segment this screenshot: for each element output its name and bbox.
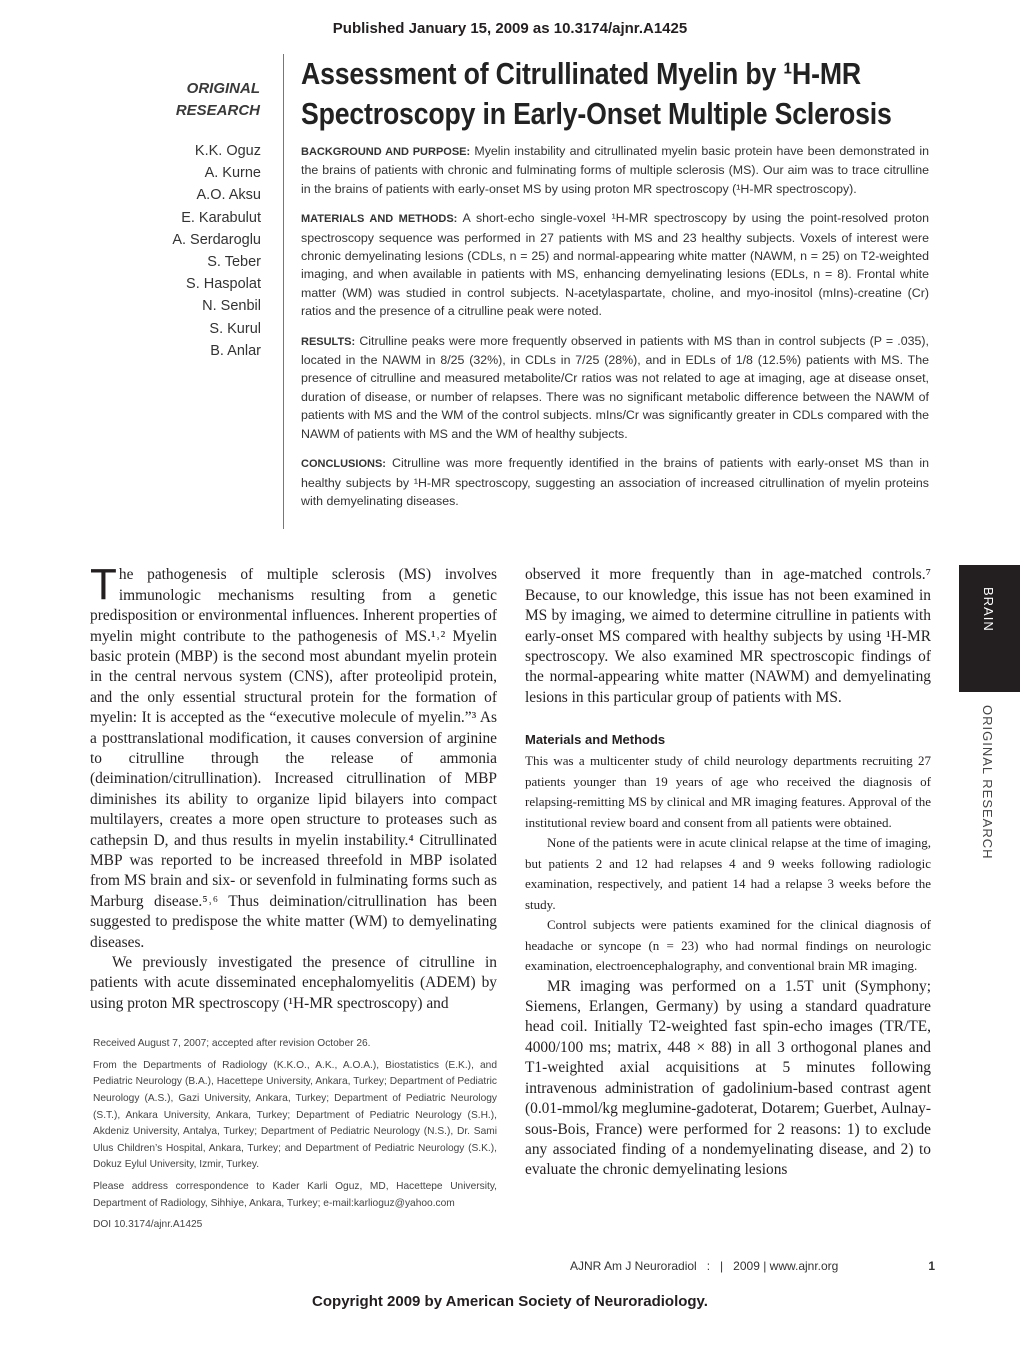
right-column [525,565,935,1274]
author-list [120,140,261,362]
abstract-methods [301,209,929,320]
abstract-text: Citrulline peaks were more frequently observed in patients with MS than in control subjects (P = .035), located in the NAWM in 8/25 (32%), in CDLs in 7/25 (28%), and in EDLs of 1/8 (12.5%) patients with MS. The presence of citrulline and measured metabolite/Cr ratios was not related to age at imaging, age at disease onset, duration of disease, or number of relapses. There was no significant metabolic difference between the NAWM of patients with MS and the WM of the control subjects. mIns/Cr was significantly greater in CDLs compared with the NAWM of patients with MS and the WM of healthy subjects. [301,333,929,441]
drop-cap: T [90,560,117,610]
abstract-background [301,142,929,198]
body-column-left [90,560,497,1014]
side-margin [959,565,1020,860]
body-paragraph: None of the patients were in acute clinical relapse at the time of imaging, but patients 2 and 12 had relapses 4 and 9 weeks following radiologic examination, respectively, and patient 14 had a relapse 3 weeks before the study. [525,835,931,912]
abstract-text: Myelin instability and citrullinated myelin basic protein have been demonstrated in the brains of patients with chronic and fulminating forms of multiple sclerosis (MS). Our aim was to trace citrulline in the brains of patients with early-onset MS by using proton MR spectroscopy (¹H-MR spectroscopy). [301,144,930,196]
journal-citation: AJNR Am J Neuroradiol : | 2009 | www.ajnr.org [570,1259,839,1274]
page-footer [570,1241,935,1273]
section-label-line2: RESEARCH [175,102,260,119]
body-paragraph [90,560,497,953]
author: A. Kurne [204,165,261,182]
abstract-heading: BACKGROUND AND PURPOSE: [301,146,471,158]
header-left [0,54,283,529]
correspondence-note: Please address correspondence to Kader Karli Oguz, MD, Hacettepe University, Department of Radiology, Sihhiye, Ankara, Turkey; e-mail:karlioguz@yahoo.com [93,1181,497,1209]
left-column [90,560,497,1273]
author: K.K. Oguz [194,143,261,159]
author: B. Anlar [210,342,261,359]
article-header [0,54,1020,529]
body-paragraph: This was a multicenter study of child neurology departments recruiting 27 patients younger than 19 years of age who received the diagnosis of relapsing-remitting MS by clinical and MR imaging features. Approval of the institutional review board and consent from all patients were obtained. [525,753,931,830]
author: A.O. Aksu [196,187,261,204]
body-paragraph: We previously investigated the presence of citrulline in patients with acute disseminated encephalomyelitis (ADEM) by using proton MR spectroscopy (¹H-MR spectroscopy) and [90,954,497,1012]
author: S. Teber [207,254,261,271]
body-column-right [525,565,931,1180]
article-title: Assessment of Citrullinated Myelin by ¹H-MR Spectroscopy in Early-Onset Multiple Sclerosis [301,56,892,131]
section-label-line1: ORIGINAL [186,80,260,97]
page-number: 1 [928,1259,935,1274]
abstract [301,142,929,510]
author: N. Senbil [202,298,261,315]
paragraph-text: he pathogenesis of multiple sclerosis (MS) involves immunologic mechanisms resulting from a genetic predisposition or environmental influences. Inherent properties of myelin might contribute to the pathogenesis of MS.¹˒² Myelin basic protein (MBP) is the second most abundant myelin protein in the central nervous system (CNS), after proteolipid protein, and the only essential structural protein for the formation of myelin: It is accepted as the “executive molecule of myelin.”³ As a posttranslational modification, it causes conversion of arginine to citrulline through the release of ammonia (deimination/citrullination). Increased citrullination of MBP diminishes its ability to organize lipid bilayers into compact multilayers, creates a more open structure to proteases such as cathepsin D, and thus results in myelin instability.⁴ Citrullinated MBP was reported to be increased threefold in MBP isolated from MS brain and six- or sevenfold in fulminating forms such as Marburg disease.⁵˒⁶ Thus deimination/citrullination has been suggested to predispose the white matter (WM) to demyelinating diseases. [90,566,497,951]
abstract-text: A short-echo single-voxel ¹H-MR spectroscopy by using the point-resolved proton spectroscopy sequence was performed in 27 patients with MS and 23 healthy subjects. Voxels of interest were chronic demyelinating lesions (CDLs, n = 25) and normal-appearing white matter (NAWM, n = 25) on T2-weighted imaging, and when available in patients with MS, enhancing demyelinating lesions (EDLs, n = 8). Frontal white matter (WM) was studied in control subjects. N-acetylaspartate, choline, and myo-inositol (mIns)-creatine (Cr) ratios and the presence of a citrulline peak were noted. [301,211,930,319]
article-type-label: ORIGINAL RESEARCH [980,705,995,860]
section-tab-label: BRAIN [981,587,996,633]
abstract-heading: MATERIALS AND METHODS: [301,213,458,226]
body-paragraph: observed it more frequently than in age-matched controls.⁷ Because, to our knowledge, this issue has not been examined in MS by imaging, we aimed to determine citrulline in patients with early-onset MS compared with healthy subjects by using ¹H-MR spectroscopy. We also examined MR spectroscopic findings of the normal-appearing white matter (NAWM) and demyelinating lesions in this particular group of patients with MS. [525,566,931,706]
article-body [0,560,1020,1274]
published-line: Published January 15, 2009 as 10.3174/ajnr.A1425 [332,20,688,37]
abstract-results [301,332,929,443]
received-note: Received August 7, 2007; accepted after revision October 26. [93,1038,371,1050]
section-tab [959,565,1020,692]
author: S. Kurul [209,320,261,337]
abstract-heading: RESULTS: [301,335,356,348]
section-label [130,78,260,122]
body-paragraph: MR imaging was performed on a 1.5T unit (Symphony; Siemens, Erlangen, Germany) by using a standard quadrature head coil. Initially T2-weighted fast spin-echo images (TR/TE, 4000/100 ms; matrix, 448 × 88) in all 3 orthogonal planes and T1-weighted axial acquisitions at 5 minutes following intravenous administration of gadolinium-based contrast agent (0.01-mmol/kg meglumine-gadoterat, Dotarem; Guerbet, Aulnay-sous-Bois, France) were performed for 2 reasons: 1) to exclude any associated finding of a nondemyelinating disease, and 2) to evaluate the chronic demyelinating lesions [525,977,931,1179]
copyright-line: Copyright 2009 by American Society of Neuroradiology. [312,1293,708,1311]
header-right [283,54,931,529]
author: A. Serdaroglu [172,231,261,248]
abstract-text: Citrulline was more frequently identified in the brains of patients with early-onset MS than in healthy subjects by ¹H-MR spectroscopy, suggesting an association of increased citrullination of myelin proteins with demyelinating diseases. [301,456,929,508]
doi-note: DOI 10.3174/ajnr.A1425 [93,1219,203,1231]
section-heading: Materials and Methods [525,732,666,748]
footnotes [93,1036,497,1234]
body-paragraph: Control subjects were patients examined for the clinical diagnosis of headache or syncope (n = 23) who had normal findings on neurologic examination, electroencephalography, and conventional brain MR imaging. [525,917,931,974]
abstract-conclusions [301,454,929,510]
author: E. Karabulut [181,209,261,226]
author: S. Haspolat [186,276,261,293]
affiliations-note: From the Departments of Radiology (K.K.O., A.K., A.O.A.), Biostatistics (E.K.), and Pediatric Neurology (B.A.), Hacettepe University, Ankara, Turkey; Department of Pediatric Neurology (A.S.), Gazi University, Ankara, Turkey; Department of Pediatric Neurology (S.T.), Ankara University, Ankara, Turkey; Department of Pediatric Neurology (S.H.), Akdeniz University, Antalya, Turkey; Department of Pediatric Neurology (N.S.), Dr. Sami Ulus Children’s Hospital, Ankara, Turkey; and Department of Pediatric Neurology (S.K.), Dokuz Eylul University, Izmir, Turkey. [93,1059,497,1171]
abstract-heading: CONCLUSIONS: [301,458,386,471]
